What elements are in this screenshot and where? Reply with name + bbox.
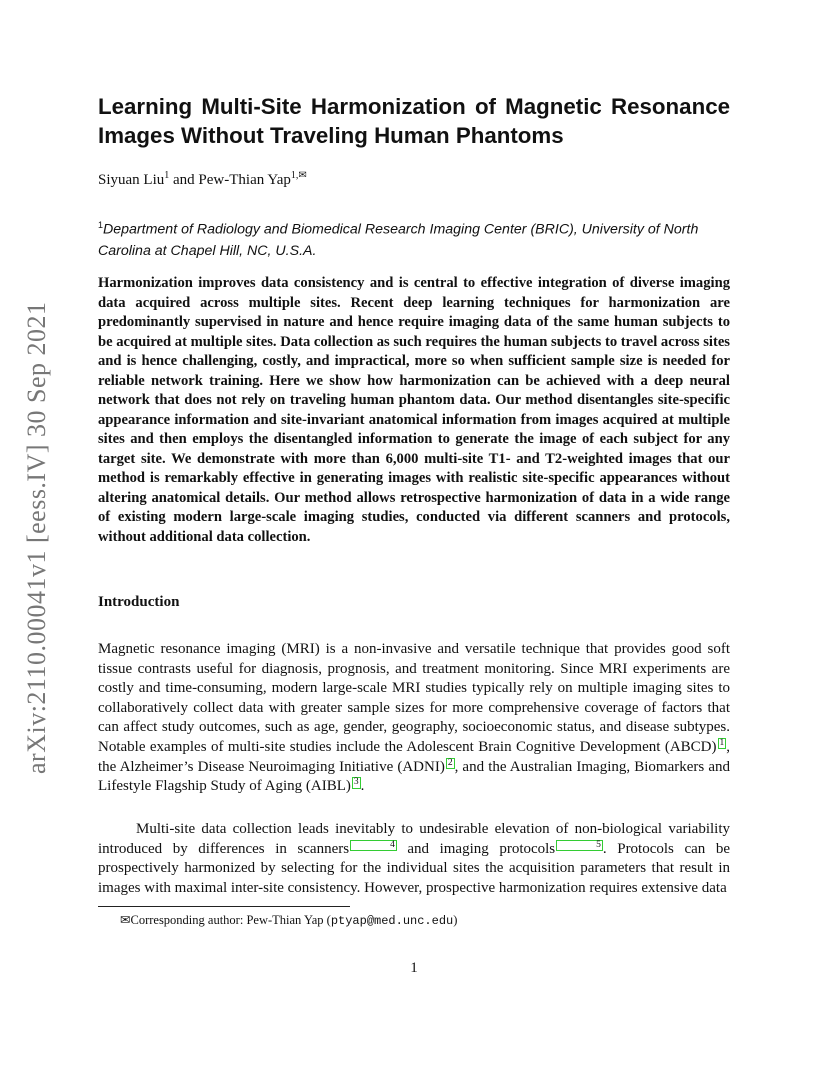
envelope-icon: ✉	[120, 913, 131, 927]
body-paragraph	[98, 820, 730, 898]
author-affiliation-marker: 1,✉	[290, 170, 307, 181]
paragraph-text: . Protocols can be prospectively harmonized by selecting for the individual sites the acquisition parameters that result in images with maximal inter-site consistency. However, prospective harmonization requires extensive data	[98, 840, 730, 896]
section-heading: Introduction	[98, 594, 180, 610]
email-link[interactable]: ptyap@med.unc.edu	[330, 914, 454, 928]
footnote-text: Corresponding author: Pew-Thian Yap (	[130, 913, 331, 927]
author-name: Pew-Thian Yap	[198, 172, 291, 188]
citation-link[interactable]: 3	[353, 777, 359, 788]
author-affiliation-marker: 1	[164, 170, 170, 181]
page-number: 1	[410, 960, 418, 976]
affiliation-text: Department of Radiology and Biomedical Research Imaging Center (BRIC), University of North Carolina at Chapel Hill, NC, U.S.A.	[98, 221, 699, 259]
abstract: Harmonization improves data consistency and is central to effective integration of diverse imaging data acquired across multiple sites. Recent deep learning techniques for harmonization are predominantly supervised in nature and hence require imaging data of the same human subjects to be acquired at multiple sites. Data collection as such requires the human subjects to travel across sites and is hence challenging, costly, and impractical, more so when sufficient sample size is needed for reliable network training. Here we show how harmonization can be achieved with a deep neural network that does not rely on traveling human phantom data. Our method disentangles site-specific appearance information and site-invariant anatomical information from images acquired at multiple sites and then employs the disentangled information to generate the image of each subject for any target site. We demonstrate with more than 6,000 multi-site T1- and T2-weighted images that our method is remarkably effective in generating images with realistic site-specific appearances without altering anatomical details. Our method allows retrospective harmonization of data in a wide range of existing modern large-scale imaging studies, conducted via different scanners and protocols, without additional data collection.	[98, 275, 730, 545]
paper-title: Learning Multi-Site Harmonization of Magnetic Resonance Images Without Traveling Human Phantoms	[98, 94, 730, 148]
footnote	[120, 912, 457, 928]
paragraph-text: , the Alzheimer’s Disease Neuroimaging Initiative (ADNI)	[98, 738, 730, 775]
citation-link[interactable]: 4	[350, 840, 397, 852]
paragraph-text: Magnetic resonance imaging (MRI) is a non-invasive and versatile technique that provides good soft tissue contrasts useful for diagnosis, prognosis, and treatment monitoring. Since MRI experiments are costly and time-consuming, modern large-scale MRI studies typically rely on multiple imaging sites to collaboratively collect data with greater sample sizes for more comprehensive coverage of factors that can affect study outcomes, such as age, gender, geography, socioeconomic status, and disease subtypes. Notable examples of multi-site studies include the Adolescent Brain Cognitive Development (ABCD)	[98, 641, 730, 755]
footnote-text: )	[453, 913, 458, 927]
author-connector: and	[169, 172, 199, 188]
arxiv-identifier: arXiv:2110.00041v1 [eess.IV] 30 Sep 2021	[22, 301, 51, 774]
paragraph-text: and imaging protocols	[396, 840, 556, 857]
author-name: Siyuan Liu	[98, 172, 165, 188]
body-paragraph	[98, 640, 730, 797]
paragraph-text: , and the Australian Imaging, Biomarkers and Lifestyle Flagship Study of Aging (AIBL)	[98, 758, 730, 795]
paragraph-text: Multi-site data collection leads inevitably to undesirable elevation of non-biological variability introduced by differences in scanners	[98, 821, 730, 857]
affiliation	[98, 215, 730, 262]
citation-link[interactable]: 2	[447, 757, 453, 768]
author-list	[98, 170, 307, 189]
citation-link[interactable]: 1	[719, 737, 725, 748]
citation-link[interactable]: 5	[556, 840, 603, 852]
footnote-divider	[98, 906, 350, 907]
paragraph-text: .	[360, 778, 365, 795]
affiliation-marker: 1	[98, 220, 104, 230]
